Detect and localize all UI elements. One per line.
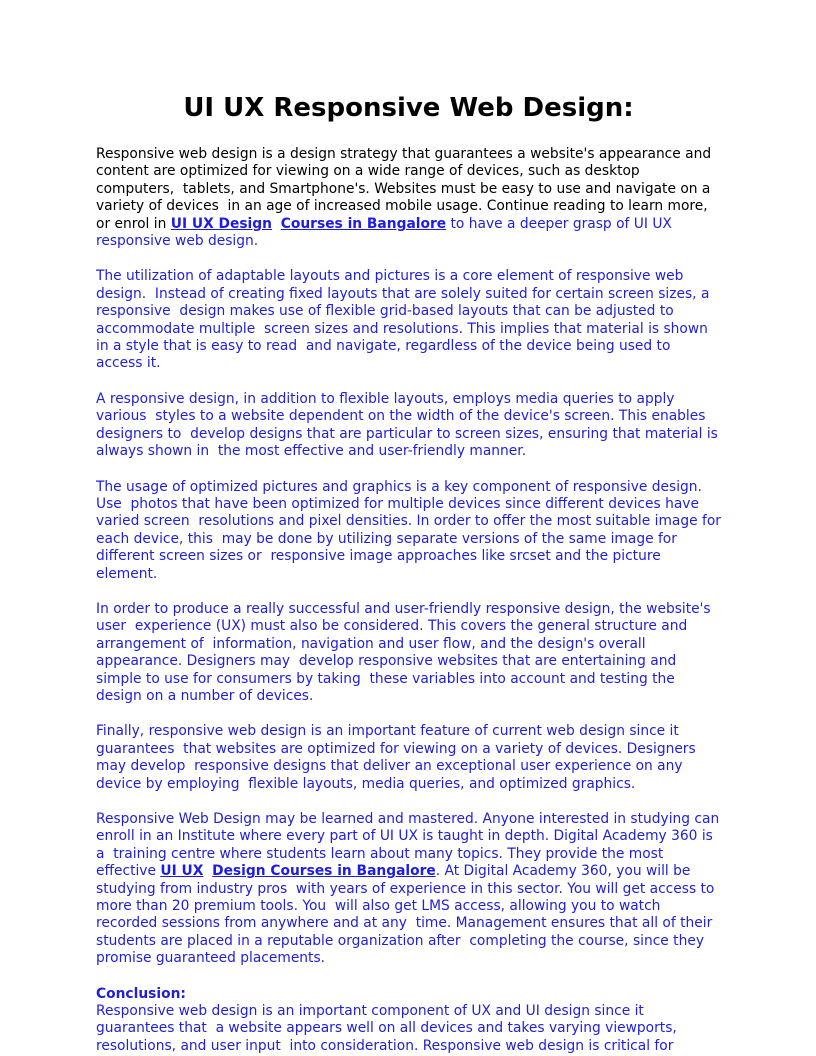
paragraph-media-queries: A responsive design, in addition to flexible layouts, employs media queries to apply various styles to a website dependent on the width of the device's screen. This enables designers to develop designs that are particular to screen sizes, ensuring that material is always shown in the most effective and user-friendly manner. <box>96 390 723 460</box>
link-design-courses-in-bangalore[interactable]: Design Courses in Bangalore <box>212 863 436 880</box>
paragraph-intro-tail: to have a deeper grasp of UI UX responsive web design. <box>96 215 677 250</box>
paragraph-intro-text: Responsive web design is a design strategy that guarantees a website's appearance and content are optimized for viewing on a wide range of devices, such as desktop computers, tablets, and Smartphone's. Websites must be easy to use and navigate on a variety of devices in an age of increased mobile usage. Continue reading to learn more, or enrol in <box>96 146 720 232</box>
paragraph-learning-tail: . At Digital Academy 360, you will be studying from industry pros with years of experience in this sector. You will get access to more than 20 premium tools. You will also get LMS access, allowing you to watch recorded sessions from anywhere and at any time. Management ensures that all of their students are placed in a reputable organization after completing the course, since they promise guaranteed placements. <box>96 863 719 967</box>
paragraph-learning-text: Responsive Web Design may be learned and mastered. Anyone interested in studying can enroll in an Institute where every part of UI UX is taught in depth. Digital Academy 360 is a training centre where students learn about many topics. They provide the most effective <box>96 811 728 880</box>
conclusion-heading: Conclusion: <box>96 985 186 1002</box>
paragraph-optimized-images: The usage of optimized pictures and graphics is a key component of responsive design. Use photos that have been optimized for multiple devices since different devices have varied screen resolutions and pixel densities. In order to offer the most suitable image for each device, this may be done by utilizing separate versions of the same image for different screen sizes or responsive image approaches like srcset and the picture element. <box>96 478 726 582</box>
link-separator-2 <box>203 863 212 879</box>
paragraph-learning <box>96 811 728 968</box>
paragraph-adaptable-layouts: The utilization of adaptable layouts and pictures is a core element of responsive web design. Instead of creating fixed layouts that are solely suited for certain screen sizes, a responsive design makes use of flexible grid-based layouts that can be adjusted to accommodate multiple screen sizes and resolutions. This implies that material is shown in a style that is easy to read and navigate, regardless of the device being used to access it. <box>96 268 714 372</box>
paragraph-intro <box>96 146 721 250</box>
conclusion-paragraph: Responsive web design is an important component of UX and UI design since it guarantees that a website appears well on all devices and takes varying viewports, resolutions, and user input into consideration. Responsive web design is critical for <box>96 1003 682 1054</box>
page-title: UI UX Responsive Web Design: <box>183 93 634 123</box>
paragraph-importance: Finally, responsive web design is an important feature of current web design since it guarantees that websites are optimized for viewing on a variety of devices. Designers may develop responsive designs that deliver an exceptional user experience on any device by employing flexible layouts, media queries, and optimized graphics. <box>96 723 701 792</box>
link-ui-ux-design[interactable]: UI UX Design <box>170 215 272 232</box>
link-separator <box>272 216 281 232</box>
paragraph-user-experience: In order to produce a really successful and user-friendly responsive design, the website's user experience (UX) must also be considered. This covers the general structure and arrangement of information, navigation and user flow, and the design's overall appearance. Designers may develop responsive websites that are entertaining and simple to use for consumers by taking these variables into account and testing the design on a number of devices. <box>96 600 716 704</box>
link-ui-ux[interactable]: UI UX <box>160 863 204 880</box>
link-courses-in-bangalore[interactable]: Courses in Bangalore <box>280 215 447 232</box>
